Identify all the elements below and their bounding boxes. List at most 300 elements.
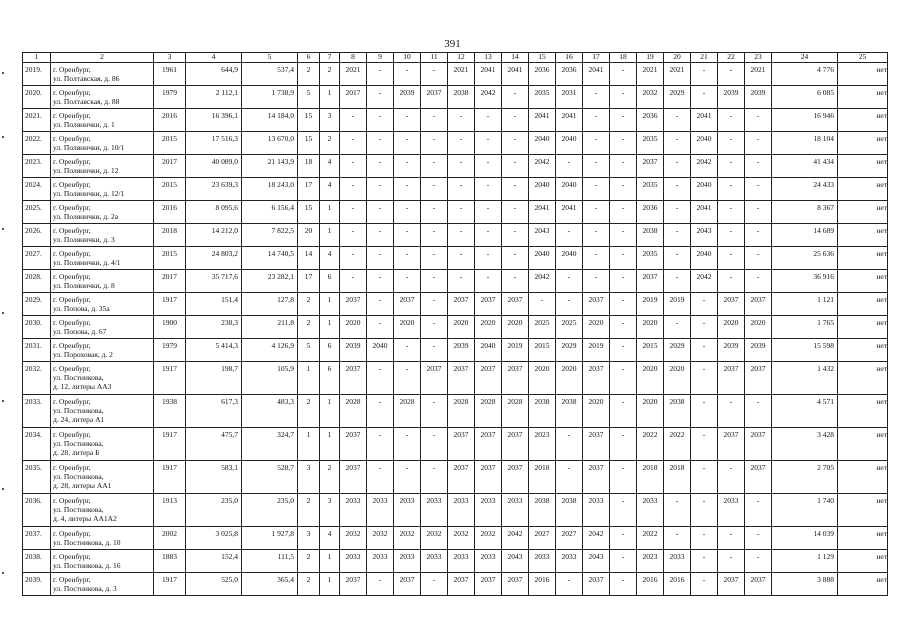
- value-cell: -: [502, 132, 529, 155]
- value-cell: 324,7: [242, 428, 298, 461]
- value-cell: 2037: [421, 362, 448, 395]
- value-cell: 2 705: [772, 461, 838, 494]
- value-cell: 2025: [529, 316, 556, 339]
- value-cell: 2041: [529, 201, 556, 224]
- value-cell: -: [340, 132, 367, 155]
- column-header: 9: [367, 53, 394, 63]
- value-cell: 25 636: [772, 247, 838, 270]
- value-cell: -: [421, 461, 448, 494]
- value-cell: -: [691, 86, 718, 109]
- value-cell: 2020: [583, 395, 610, 428]
- value-cell: -: [718, 201, 745, 224]
- value-cell: -: [367, 132, 394, 155]
- value-cell: 13 670,0: [242, 132, 298, 155]
- value-cell: 3: [320, 494, 340, 527]
- value-cell: 2041: [691, 201, 718, 224]
- value-cell: -: [475, 247, 502, 270]
- value-cell: 36 916: [772, 270, 838, 293]
- value-cell: 2: [298, 63, 320, 86]
- row-number-cell: 2038.: [23, 550, 51, 573]
- column-header: 24: [772, 53, 838, 63]
- value-cell: 2020: [340, 316, 367, 339]
- row-number-cell: 2029.: [23, 293, 51, 316]
- value-cell: 2020: [637, 395, 664, 428]
- value-cell: -: [367, 224, 394, 247]
- value-cell: 2027: [529, 527, 556, 550]
- value-cell: 2020: [475, 316, 502, 339]
- value-cell: -: [394, 461, 421, 494]
- value-cell: -: [691, 63, 718, 86]
- table-row: [23, 132, 888, 155]
- value-cell: 3 025,8: [186, 527, 242, 550]
- value-cell: 2020: [664, 362, 691, 395]
- value-cell: -: [340, 155, 367, 178]
- value-cell: -: [367, 201, 394, 224]
- value-cell: -: [610, 395, 637, 428]
- value-cell: -: [610, 494, 637, 527]
- value-cell: нет: [838, 527, 888, 550]
- column-header: 4: [186, 53, 242, 63]
- column-header: 8: [340, 53, 367, 63]
- value-cell: -: [502, 201, 529, 224]
- value-cell: -: [421, 316, 448, 339]
- value-cell: 2035: [637, 132, 664, 155]
- value-cell: 2015: [529, 339, 556, 362]
- value-cell: -: [745, 270, 772, 293]
- address-cell: г. Оренбург, ул. Полтавская, д. 88: [51, 86, 154, 109]
- value-cell: нет: [838, 201, 888, 224]
- value-cell: 16 946: [772, 109, 838, 132]
- value-cell: -: [691, 362, 718, 395]
- value-cell: 2039: [745, 86, 772, 109]
- column-header: 14: [502, 53, 529, 63]
- value-cell: 2 112,1: [186, 86, 242, 109]
- row-number-cell: 2025.: [23, 201, 51, 224]
- value-cell: -: [340, 224, 367, 247]
- value-cell: 2029: [664, 86, 691, 109]
- value-cell: 2033: [367, 550, 394, 573]
- value-cell: -: [745, 201, 772, 224]
- value-cell: 2037: [448, 573, 475, 596]
- value-cell: 2017: [154, 155, 186, 178]
- value-cell: 2037: [394, 573, 421, 596]
- address-cell: г. Оренбург, ул. Полянички, д. 2а: [51, 201, 154, 224]
- value-cell: -: [583, 109, 610, 132]
- value-cell: 2022: [637, 428, 664, 461]
- value-cell: 1: [320, 573, 340, 596]
- value-cell: 2033: [475, 494, 502, 527]
- address-cell: г. Оренбург, ул. Полянички, д. 10/1: [51, 132, 154, 155]
- value-cell: 18 104: [772, 132, 838, 155]
- value-cell: 2022: [664, 428, 691, 461]
- value-cell: 2028: [502, 395, 529, 428]
- value-cell: 2038: [637, 224, 664, 247]
- value-cell: 17: [298, 178, 320, 201]
- value-cell: -: [664, 155, 691, 178]
- value-cell: 1: [298, 428, 320, 461]
- column-header: 3: [154, 53, 186, 63]
- value-cell: 2042: [529, 270, 556, 293]
- margin-mark: [2, 228, 4, 230]
- value-cell: -: [421, 155, 448, 178]
- value-cell: 1: [320, 293, 340, 316]
- value-cell: 2037: [448, 428, 475, 461]
- column-header: 6: [298, 53, 320, 63]
- value-cell: 2: [298, 395, 320, 428]
- value-cell: 2: [320, 63, 340, 86]
- value-cell: 2033: [367, 494, 394, 527]
- value-cell: 15: [298, 201, 320, 224]
- value-cell: 2019: [637, 293, 664, 316]
- value-cell: 2040: [529, 247, 556, 270]
- value-cell: 14 184,0: [242, 109, 298, 132]
- row-number-cell: 2035.: [23, 461, 51, 494]
- value-cell: -: [367, 109, 394, 132]
- value-cell: нет: [838, 155, 888, 178]
- value-cell: 2041: [475, 63, 502, 86]
- row-number-cell: 2023.: [23, 155, 51, 178]
- value-cell: 2037: [718, 428, 745, 461]
- value-cell: 3: [298, 461, 320, 494]
- value-cell: 2037: [583, 573, 610, 596]
- value-cell: 2020: [718, 316, 745, 339]
- value-cell: 14: [298, 247, 320, 270]
- value-cell: 1917: [154, 573, 186, 596]
- value-cell: нет: [838, 63, 888, 86]
- value-cell: 2037: [745, 293, 772, 316]
- value-cell: 15: [298, 132, 320, 155]
- value-cell: -: [718, 224, 745, 247]
- value-cell: -: [340, 270, 367, 293]
- value-cell: 2033: [556, 550, 583, 573]
- value-cell: 2037: [583, 428, 610, 461]
- value-cell: 2033: [475, 550, 502, 573]
- value-cell: 15: [298, 109, 320, 132]
- address-cell: г. Оренбург, ул. Постникова, д. 10: [51, 527, 154, 550]
- value-cell: 4: [320, 155, 340, 178]
- value-cell: -: [610, 155, 637, 178]
- value-cell: 2037: [637, 270, 664, 293]
- value-cell: нет: [838, 109, 888, 132]
- value-cell: 18: [298, 155, 320, 178]
- value-cell: -: [718, 132, 745, 155]
- table-row: [23, 86, 888, 109]
- value-cell: -: [664, 224, 691, 247]
- value-cell: -: [340, 109, 367, 132]
- column-header: 10: [394, 53, 421, 63]
- value-cell: -: [745, 109, 772, 132]
- value-cell: -: [745, 155, 772, 178]
- value-cell: 2038: [556, 494, 583, 527]
- value-cell: -: [691, 316, 718, 339]
- value-cell: 1938: [154, 395, 186, 428]
- value-cell: -: [502, 224, 529, 247]
- value-cell: 2020: [745, 316, 772, 339]
- value-cell: 2: [320, 132, 340, 155]
- value-cell: 2035: [637, 178, 664, 201]
- value-cell: 2037: [502, 573, 529, 596]
- value-cell: -: [394, 132, 421, 155]
- address-cell: г. Оренбург, ул. Полянички, д. 1: [51, 109, 154, 132]
- value-cell: нет: [838, 247, 888, 270]
- address-cell: г. Оренбург, ул. Постникова, д. 24, литера А1: [51, 395, 154, 428]
- value-cell: -: [745, 395, 772, 428]
- value-cell: -: [475, 201, 502, 224]
- housing-table-container: [22, 52, 888, 596]
- value-cell: 644,9: [186, 63, 242, 86]
- value-cell: 2032: [421, 527, 448, 550]
- value-cell: -: [340, 178, 367, 201]
- value-cell: нет: [838, 395, 888, 428]
- value-cell: 528,7: [242, 461, 298, 494]
- address-cell: г. Оренбург, ул. Постникова, д. 3: [51, 573, 154, 596]
- value-cell: 2035: [529, 86, 556, 109]
- value-cell: 2021: [745, 63, 772, 86]
- value-cell: 6 156,4: [242, 201, 298, 224]
- value-cell: -: [529, 293, 556, 316]
- row-number-cell: 2028.: [23, 270, 51, 293]
- value-cell: 14 039: [772, 527, 838, 550]
- value-cell: 6: [320, 339, 340, 362]
- value-cell: -: [610, 573, 637, 596]
- value-cell: 2033: [637, 494, 664, 527]
- table-row: [23, 270, 888, 293]
- value-cell: 2032: [394, 527, 421, 550]
- value-cell: 2038: [448, 86, 475, 109]
- value-cell: 2020: [502, 316, 529, 339]
- value-cell: -: [583, 247, 610, 270]
- value-cell: 2037: [340, 428, 367, 461]
- value-cell: 2020: [448, 316, 475, 339]
- value-cell: 2028: [340, 395, 367, 428]
- value-cell: -: [664, 527, 691, 550]
- value-cell: -: [502, 86, 529, 109]
- value-cell: -: [475, 109, 502, 132]
- value-cell: 1 738,9: [242, 86, 298, 109]
- value-cell: -: [556, 293, 583, 316]
- value-cell: -: [745, 247, 772, 270]
- column-header: 1: [23, 53, 51, 63]
- value-cell: нет: [838, 316, 888, 339]
- value-cell: -: [583, 132, 610, 155]
- row-number-cell: 2027.: [23, 247, 51, 270]
- value-cell: 1 121: [772, 293, 838, 316]
- value-cell: -: [394, 155, 421, 178]
- value-cell: -: [502, 247, 529, 270]
- value-cell: 2040: [556, 247, 583, 270]
- table-row: [23, 461, 888, 494]
- value-cell: -: [664, 178, 691, 201]
- value-cell: -: [556, 270, 583, 293]
- value-cell: 2043: [502, 550, 529, 573]
- value-cell: 198,7: [186, 362, 242, 395]
- value-cell: -: [367, 155, 394, 178]
- column-header: 7: [320, 53, 340, 63]
- value-cell: 2033: [502, 494, 529, 527]
- table-row: [23, 339, 888, 362]
- address-cell: г. Оренбург, ул. Постникова, д. 12, литеры АА3: [51, 362, 154, 395]
- value-cell: нет: [838, 461, 888, 494]
- value-cell: 2037: [475, 428, 502, 461]
- value-cell: -: [664, 109, 691, 132]
- table-row: [23, 109, 888, 132]
- value-cell: -: [394, 178, 421, 201]
- value-cell: 35 717,6: [186, 270, 242, 293]
- table-row: [23, 428, 888, 461]
- value-cell: 1913: [154, 494, 186, 527]
- value-cell: 2028: [394, 395, 421, 428]
- margin-mark: [2, 400, 4, 402]
- value-cell: -: [610, 270, 637, 293]
- value-cell: 1 129: [772, 550, 838, 573]
- value-cell: -: [718, 461, 745, 494]
- value-cell: 2032: [367, 527, 394, 550]
- value-cell: -: [475, 270, 502, 293]
- value-cell: 2033: [394, 550, 421, 573]
- column-header: 16: [556, 53, 583, 63]
- value-cell: 3: [320, 109, 340, 132]
- value-cell: 152,4: [186, 550, 242, 573]
- value-cell: -: [718, 178, 745, 201]
- address-cell: г. Оренбург, ул. Постникова, д. 4, литеры АА1А2: [51, 494, 154, 527]
- value-cell: -: [691, 573, 718, 596]
- value-cell: 2032: [475, 527, 502, 550]
- value-cell: -: [367, 270, 394, 293]
- value-cell: 537,4: [242, 63, 298, 86]
- value-cell: нет: [838, 550, 888, 573]
- value-cell: 2037: [475, 573, 502, 596]
- value-cell: -: [610, 428, 637, 461]
- value-cell: 4 571: [772, 395, 838, 428]
- value-cell: -: [421, 224, 448, 247]
- value-cell: -: [583, 270, 610, 293]
- value-cell: 2017: [340, 86, 367, 109]
- value-cell: 2015: [154, 247, 186, 270]
- value-cell: 2037: [394, 293, 421, 316]
- value-cell: 235,0: [242, 494, 298, 527]
- value-cell: 4 776: [772, 63, 838, 86]
- table-row: [23, 362, 888, 395]
- value-cell: 2018: [637, 461, 664, 494]
- address-cell: г. Оренбург, ул. Полянички, д. 8: [51, 270, 154, 293]
- margin-mark: [2, 572, 4, 574]
- value-cell: -: [718, 550, 745, 573]
- value-cell: -: [610, 550, 637, 573]
- value-cell: 2042: [529, 155, 556, 178]
- value-cell: -: [421, 270, 448, 293]
- value-cell: нет: [838, 428, 888, 461]
- value-cell: -: [421, 395, 448, 428]
- value-cell: 21 143,9: [242, 155, 298, 178]
- value-cell: 1 432: [772, 362, 838, 395]
- value-cell: -: [448, 132, 475, 155]
- value-cell: 2: [320, 461, 340, 494]
- value-cell: 24 433: [772, 178, 838, 201]
- column-header: 19: [637, 53, 664, 63]
- value-cell: 1 765: [772, 316, 838, 339]
- value-cell: 151,4: [186, 293, 242, 316]
- value-cell: -: [745, 494, 772, 527]
- value-cell: 2037: [340, 362, 367, 395]
- value-cell: 1979: [154, 86, 186, 109]
- value-cell: -: [475, 178, 502, 201]
- value-cell: 2019: [664, 293, 691, 316]
- value-cell: 1917: [154, 461, 186, 494]
- address-cell: г. Оренбург, ул. Полянички, д. 12: [51, 155, 154, 178]
- value-cell: 2037: [718, 362, 745, 395]
- value-cell: 2039: [718, 339, 745, 362]
- value-cell: -: [556, 155, 583, 178]
- value-cell: 2: [298, 293, 320, 316]
- value-cell: 2033: [340, 550, 367, 573]
- value-cell: -: [583, 201, 610, 224]
- value-cell: -: [691, 428, 718, 461]
- value-cell: 2036: [556, 63, 583, 86]
- value-cell: 2036: [637, 201, 664, 224]
- value-cell: нет: [838, 86, 888, 109]
- address-cell: г. Оренбург, ул. Полтавская, д. 86: [51, 63, 154, 86]
- value-cell: 4: [320, 527, 340, 550]
- address-cell: г. Оренбург, ул. Попова, д. 67: [51, 316, 154, 339]
- value-cell: 4 126,9: [242, 339, 298, 362]
- value-cell: -: [745, 527, 772, 550]
- value-cell: 2040: [691, 247, 718, 270]
- value-cell: -: [610, 247, 637, 270]
- value-cell: -: [745, 224, 772, 247]
- page-number: 391: [444, 38, 461, 50]
- value-cell: 2040: [529, 132, 556, 155]
- column-header: 11: [421, 53, 448, 63]
- value-cell: 2041: [583, 63, 610, 86]
- value-cell: 2037: [718, 573, 745, 596]
- value-cell: 1: [320, 86, 340, 109]
- value-cell: 2022: [637, 527, 664, 550]
- value-cell: 1: [320, 550, 340, 573]
- address-cell: г. Оренбург, ул. Пороховая, д. 2: [51, 339, 154, 362]
- value-cell: 2040: [691, 178, 718, 201]
- value-cell: 2023: [529, 428, 556, 461]
- value-cell: 111,5: [242, 550, 298, 573]
- value-cell: 583,1: [186, 461, 242, 494]
- value-cell: -: [664, 201, 691, 224]
- value-cell: -: [610, 224, 637, 247]
- value-cell: -: [664, 270, 691, 293]
- value-cell: нет: [838, 270, 888, 293]
- value-cell: 2033: [448, 494, 475, 527]
- address-cell: г. Оренбург, ул. Постникова, д. 16: [51, 550, 154, 573]
- value-cell: 2016: [664, 573, 691, 596]
- value-cell: -: [367, 63, 394, 86]
- table-row: [23, 201, 888, 224]
- column-header: 23: [745, 53, 772, 63]
- value-cell: 2037: [745, 461, 772, 494]
- value-cell: 1: [320, 395, 340, 428]
- value-cell: -: [610, 461, 637, 494]
- value-cell: 16 396,1: [186, 109, 242, 132]
- value-cell: нет: [838, 224, 888, 247]
- value-cell: 2033: [718, 494, 745, 527]
- column-header: 12: [448, 53, 475, 63]
- value-cell: 2019: [502, 339, 529, 362]
- value-cell: 1: [320, 316, 340, 339]
- value-cell: 2023: [637, 550, 664, 573]
- value-cell: 2033: [583, 494, 610, 527]
- value-cell: 2037: [745, 362, 772, 395]
- value-cell: -: [610, 86, 637, 109]
- value-cell: 475,7: [186, 428, 242, 461]
- value-cell: 2039: [448, 339, 475, 362]
- value-cell: -: [718, 155, 745, 178]
